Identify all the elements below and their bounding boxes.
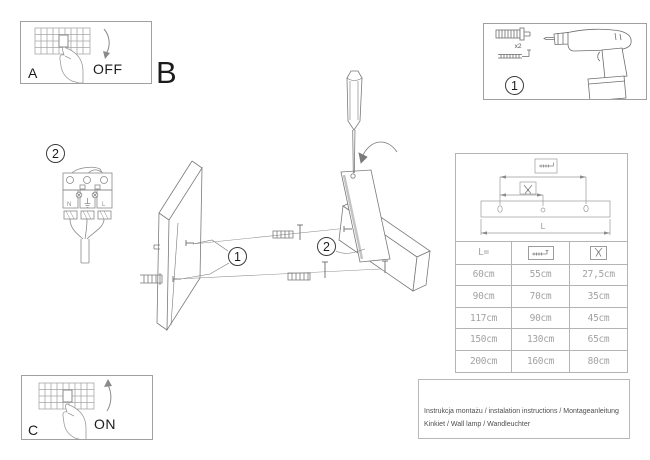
lamp-dimension-diagram [456, 154, 627, 241]
breaker-panel-off-drawing [21, 22, 152, 84]
screw-icon [528, 246, 554, 260]
size-table [456, 241, 627, 372]
keyhole-right [584, 205, 588, 211]
size-cell: 45cm [569, 307, 627, 329]
screw-icon [535, 159, 557, 173]
length-symbol: L [540, 221, 546, 231]
size-chart-panel [455, 153, 628, 373]
drill-icon [544, 29, 631, 100]
wires [70, 219, 104, 239]
title-block [418, 379, 630, 439]
title-line-2: Kinkiet / Wall lamp / Wandleuchter [424, 420, 531, 428]
size-cell: 130cm [511, 328, 569, 350]
panel-c-label: C [28, 422, 39, 438]
size-cell: 117cm [456, 307, 511, 329]
cable [81, 239, 89, 263]
exploded-badge-screws: 2 [317, 237, 336, 256]
plug-quantity-label: x2 [514, 43, 522, 50]
size-cell: 80cm [569, 350, 627, 372]
size-cell: 27,5cm [569, 264, 627, 286]
screw-icon [498, 50, 531, 59]
size-cell: 70cm [511, 285, 569, 307]
rotate-arrow-icon [359, 142, 397, 163]
center-point [541, 208, 545, 212]
cutting-pliers-icon [590, 246, 607, 260]
ground-symbol-icon [85, 198, 91, 208]
size-col-header-length: L= [478, 247, 489, 259]
terminal-block-drawing [60, 166, 118, 266]
breaker-panel-on-drawing [22, 376, 153, 440]
size-cell: 150cm [456, 328, 511, 350]
size-cell: 90cm [456, 285, 511, 307]
exploded-view-drawing [140, 60, 460, 350]
terminal-l-label: L [102, 202, 106, 208]
arrow-up-icon [104, 379, 112, 411]
panel-power-on [21, 375, 153, 440]
mounting-plate [157, 161, 202, 330]
screw-icon [322, 262, 328, 278]
size-col-header-pliers [569, 242, 627, 264]
size-col-header-screw [511, 242, 569, 264]
lamp-bar [481, 201, 610, 217]
size-cell: 55cm [511, 264, 569, 286]
panel-power-off [20, 21, 152, 84]
title-line-1: Instrukcja montażu / instalation instructions / Montageanleitung [424, 408, 619, 415]
panel-a-label: A [28, 65, 38, 81]
exploded-badge-plugs: 1 [228, 247, 247, 266]
switch-state-off: OFF [93, 61, 123, 77]
keyhole-left [498, 206, 502, 212]
hand-press-icon [60, 47, 83, 83]
wall-plug-icon [288, 273, 310, 280]
size-cell: 200cm [456, 350, 511, 372]
size-cell: 160cm [511, 350, 569, 372]
breaker-switch [63, 390, 72, 402]
size-cell: 65cm [569, 328, 627, 350]
wall-plug-icon [496, 28, 530, 40]
wiring-step-badge: 2 [46, 144, 65, 163]
size-cell: 90cm [511, 307, 569, 329]
tools-step-badge: 1 [505, 76, 524, 95]
breaker-switch [59, 35, 68, 47]
cutting-pliers-icon [520, 182, 536, 194]
size-cell: 35cm [569, 285, 627, 307]
size-cell: 60cm [456, 264, 511, 286]
panel-b-label: B [156, 55, 177, 90]
arrow-down-icon [103, 29, 110, 59]
switch-state-on: ON [94, 416, 116, 432]
terminal-n-label: N [67, 202, 72, 208]
